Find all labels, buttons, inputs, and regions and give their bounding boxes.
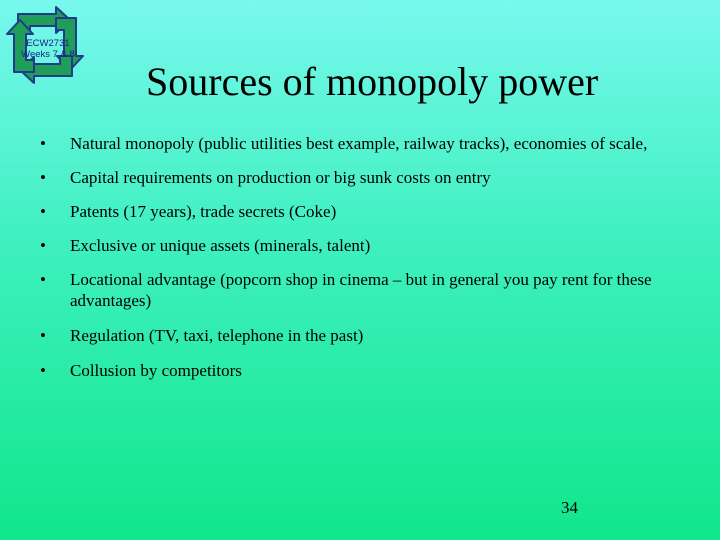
- bullet-text: Exclusive or unique assets (minerals, talent): [70, 236, 371, 255]
- bullet-item: [40, 269, 690, 311]
- bullet-text: Capital requirements on production or big sunk costs on entry: [70, 168, 491, 187]
- bullet-dot: •: [40, 202, 46, 221]
- bullet-dot: •: [40, 168, 46, 187]
- logo-weeks: Weeks 7 & 8: [21, 49, 75, 60]
- bullet-text: Collusion by competitors: [70, 361, 242, 380]
- bullet-item: [40, 360, 690, 381]
- bullet-item: [40, 325, 690, 346]
- bullet-item: [40, 167, 690, 188]
- page-number: 34: [561, 498, 578, 517]
- bullet-dot: •: [40, 134, 46, 153]
- bullet-item: [40, 201, 690, 222]
- bullet-dot: •: [40, 326, 46, 345]
- bullet-dot: •: [40, 270, 46, 289]
- bullet-text: Patents (17 years), trade secrets (Coke): [70, 202, 337, 221]
- bullet-item: [40, 235, 690, 256]
- bullet-text: Regulation (TV, taxi, telephone in the past): [70, 326, 364, 345]
- course-logo: [4, 4, 86, 86]
- bullet-item: [40, 133, 690, 154]
- bullet-text: Locational advantage (popcorn shop in cinema – but in general you pay rent for these advantages): [70, 270, 652, 310]
- bullet-text: Natural monopoly (public utilities best example, railway tracks), economies of scale,: [70, 134, 648, 153]
- logo-course-code: ECW2731: [26, 38, 70, 49]
- bullet-list: [40, 133, 690, 381]
- slide-title: Sources of monopoly power: [146, 59, 599, 104]
- bullet-dot: •: [40, 361, 46, 380]
- bullet-dot: •: [40, 236, 46, 255]
